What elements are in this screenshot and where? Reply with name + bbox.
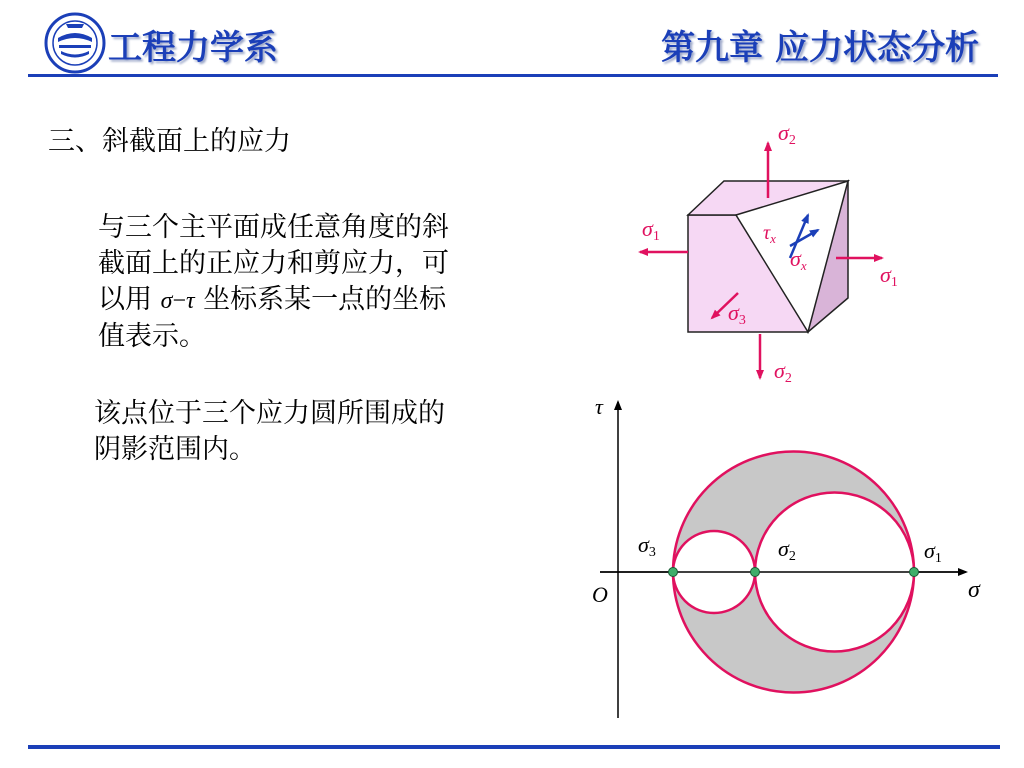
label-sigma-x: σx [790, 246, 807, 273]
mohr-circle-diagram [580, 392, 1000, 732]
paragraph-shaded-region [94, 396, 564, 468]
label-sigma3: σ3 [728, 300, 746, 328]
paragraph-line: 与三个主平面成任意角度的斜 [98, 212, 449, 243]
label-origin: O [592, 582, 608, 607]
label-sigma3: σ3 [638, 532, 656, 560]
paragraph-line [98, 282, 568, 319]
paragraph-text: 坐标系某一点的坐标 [194, 284, 447, 315]
formula-minus: − [172, 288, 186, 314]
label-sigma1-right: σ1 [880, 262, 898, 290]
department-title: 工程力学系 [108, 28, 278, 68]
university-logo [44, 12, 106, 74]
header-divider [28, 74, 998, 77]
point-sigma1 [910, 568, 919, 577]
label-sigma2-bottom: σ2 [774, 358, 792, 386]
label-sigma1: σ1 [924, 538, 942, 566]
stress-cube-diagram [620, 112, 920, 392]
point-sigma2 [751, 568, 760, 577]
paragraph-line: 截面上的正应力和剪应力，可 [98, 248, 449, 279]
label-sigma-axis: σ [968, 577, 980, 603]
chapter-title: 第九章 应力状态分析 [661, 28, 979, 68]
label-tau-x: $\tau_x$ [763, 222, 776, 246]
point-sigma3 [669, 568, 678, 577]
paragraph-line: 该点位于三个应力圆所围成的 [94, 398, 445, 429]
paragraph-line: 值表示。 [98, 321, 206, 352]
label-sigma2: σ2 [778, 536, 796, 564]
footer-divider [28, 745, 1000, 749]
paragraph-text: 以用 [98, 284, 161, 315]
label-sigma2-top: σ2 [778, 120, 796, 148]
paragraph-line: 阴影范围内。 [94, 434, 256, 465]
section-heading: 三、斜截面上的应力 [48, 126, 291, 157]
label-tau-axis: τ [595, 394, 603, 419]
formula-sigma: σ [160, 288, 173, 314]
formula-tau: τ [185, 288, 195, 314]
label-sigma1-left: σ1 [642, 216, 660, 244]
paragraph-oblique-plane [98, 210, 568, 355]
